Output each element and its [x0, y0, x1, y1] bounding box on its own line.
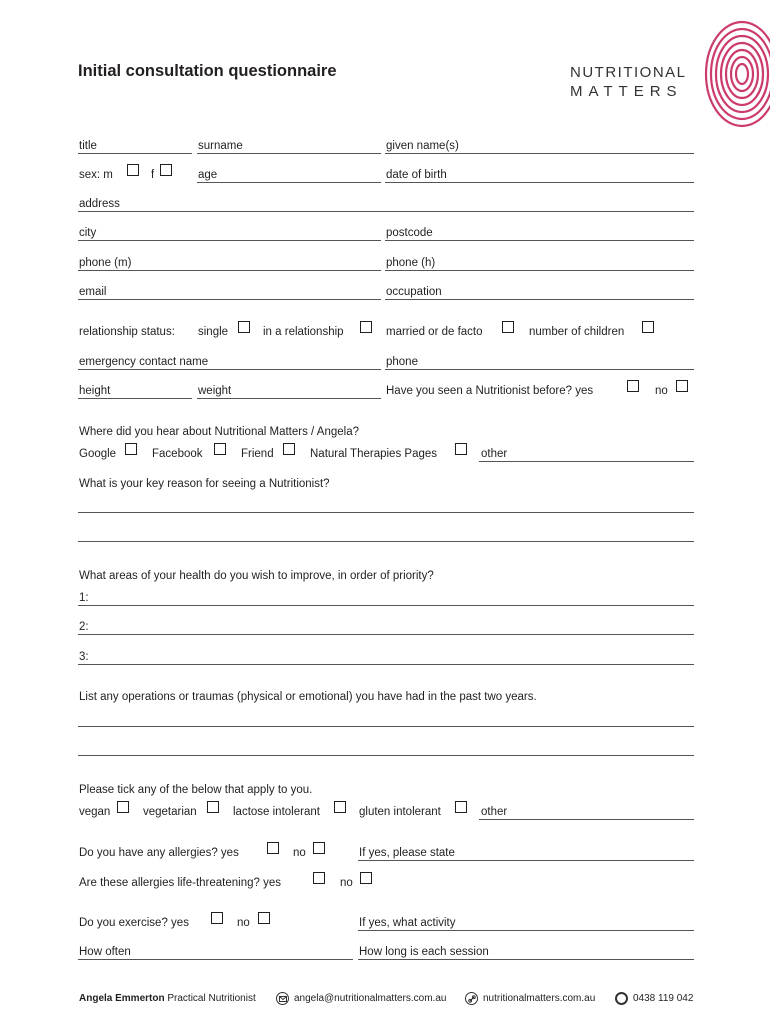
footer-name: Angela Emmerton: [79, 993, 165, 1004]
life-threatening-no-checkbox[interactable]: [360, 872, 372, 884]
email-icon: [276, 992, 289, 1005]
allergies-state-label: If yes, please state: [359, 847, 455, 859]
life-threatening-question: Are these allergies life-threatening? yes: [79, 877, 282, 889]
sex-f-checkbox[interactable]: [160, 164, 172, 176]
phone-h-field[interactable]: [385, 270, 694, 271]
lactose-label: lactose intolerant: [233, 806, 320, 818]
key-reason-field-line2[interactable]: [78, 541, 694, 542]
phone-m-field[interactable]: [78, 270, 381, 271]
priority-1-field[interactable]: [78, 605, 694, 606]
diet-other-label: other: [481, 806, 508, 818]
age-label: age: [198, 169, 218, 181]
footer-website[interactable]: nutritionalmatters.com.au: [483, 993, 596, 1004]
relationship-label: relationship status:: [79, 326, 175, 338]
occupation-field[interactable]: [385, 299, 694, 300]
emergency-contact-label: emergency contact name: [79, 356, 209, 368]
single-label: single: [198, 326, 229, 338]
life-threatening-no-label: no: [340, 877, 353, 889]
phone-m-label: phone (m): [79, 257, 132, 269]
given-names-field[interactable]: [385, 153, 694, 154]
brand-name-line1: NUTRITIONAL: [570, 64, 687, 81]
natural-therapies-checkbox[interactable]: [455, 443, 467, 455]
allergies-no-checkbox[interactable]: [313, 842, 325, 854]
google-checkbox[interactable]: [125, 443, 137, 455]
age-field[interactable]: [197, 182, 381, 183]
vegetarian-label: vegetarian: [143, 806, 197, 818]
vegan-label: vegan: [79, 806, 111, 818]
footer-practitioner: [79, 993, 256, 1005]
email-field[interactable]: [78, 299, 381, 300]
occupation-label: occupation: [386, 286, 442, 298]
lactose-checkbox[interactable]: [334, 801, 346, 813]
emergency-phone-label: phone: [386, 356, 418, 368]
natural-therapies-label: Natural Therapies Pages: [310, 448, 437, 460]
gluten-checkbox[interactable]: [455, 801, 467, 813]
given-names-label: given name(s): [386, 140, 459, 152]
city-label: city: [79, 227, 97, 239]
exercise-yes-checkbox[interactable]: [211, 912, 223, 924]
priority-1-label: 1:: [79, 592, 89, 604]
operations-question: List any operations or traumas (physical or emotional) you have had in the past two years.: [79, 691, 537, 703]
single-checkbox[interactable]: [238, 321, 250, 333]
phone-h-label: phone (h): [386, 257, 436, 269]
allergies-yes-checkbox[interactable]: [267, 842, 279, 854]
seen-before-yes-checkbox[interactable]: [627, 380, 639, 392]
in-relationship-checkbox[interactable]: [360, 321, 372, 333]
diet-question: Please tick any of the below that apply to you.: [79, 784, 313, 796]
seen-before-no-checkbox[interactable]: [676, 380, 688, 392]
address-field[interactable]: [78, 211, 694, 212]
children-label: number of children: [529, 326, 625, 338]
address-label: address: [79, 198, 120, 210]
allergies-state-field[interactable]: [358, 860, 694, 861]
key-reason-question: What is your key reason for seeing a Nutritionist?: [79, 478, 330, 490]
allergies-no-label: no: [293, 847, 306, 859]
page-title: Initial consultation questionnaire: [78, 62, 337, 80]
facebook-label: Facebook: [152, 448, 203, 460]
height-label: height: [79, 385, 111, 397]
facebook-checkbox[interactable]: [214, 443, 226, 455]
allergies-question: Do you have any allergies? yes: [79, 847, 239, 859]
health-areas-question: What areas of your health do you wish to improve, in order of priority?: [79, 570, 434, 582]
married-label: married or de facto: [386, 326, 483, 338]
priority-2-field[interactable]: [78, 634, 694, 635]
dob-field[interactable]: [385, 182, 694, 183]
footer-role: Practical Nutritionist: [164, 993, 256, 1004]
sex-m-checkbox[interactable]: [127, 164, 139, 176]
vegetarian-checkbox[interactable]: [207, 801, 219, 813]
friend-checkbox[interactable]: [283, 443, 295, 455]
surname-field[interactable]: [197, 153, 381, 154]
key-reason-field-line1[interactable]: [78, 512, 694, 513]
hear-about-question: Where did you hear about Nutritional Matters / Angela?: [79, 426, 359, 438]
exercise-question: Do you exercise? yes: [79, 917, 189, 929]
seen-before-label: Have you seen a Nutritionist before? yes: [386, 385, 594, 397]
city-field[interactable]: [78, 240, 381, 241]
postcode-label: postcode: [386, 227, 433, 239]
diet-other-field[interactable]: [479, 819, 694, 820]
emergency-contact-field[interactable]: [78, 369, 381, 370]
friend-label: Friend: [241, 448, 274, 460]
exercise-often-field[interactable]: [78, 959, 353, 960]
session-length-label: How long is each session: [359, 946, 489, 958]
gluten-label: gluten intolerant: [359, 806, 441, 818]
priority-3-field[interactable]: [78, 664, 694, 665]
emergency-phone-field[interactable]: [385, 369, 694, 370]
brand-name-line2: MATTERS: [570, 83, 683, 100]
priority-3-label: 3:: [79, 651, 89, 663]
exercise-often-label: How often: [79, 946, 131, 958]
weight-label: weight: [198, 385, 232, 397]
session-length-field[interactable]: [358, 959, 694, 960]
priority-2-label: 2:: [79, 621, 89, 633]
title-label: title: [79, 140, 97, 152]
fingerprint-icon: [702, 14, 770, 130]
in-relationship-label: in a relationship: [263, 326, 344, 338]
footer-email[interactable]: angela@nutritionalmatters.com.au: [294, 993, 447, 1004]
weight-field[interactable]: [197, 398, 381, 399]
postcode-field[interactable]: [385, 240, 694, 241]
children-box[interactable]: [642, 321, 654, 333]
operations-field-line1[interactable]: [78, 726, 694, 727]
exercise-no-checkbox[interactable]: [258, 912, 270, 924]
dob-label: date of birth: [386, 169, 447, 181]
phone-icon: [615, 992, 628, 1005]
exercise-activity-label: If yes, what activity: [359, 917, 456, 929]
sex-f-label: f: [151, 169, 155, 181]
exercise-activity-field[interactable]: [358, 930, 694, 931]
operations-field-line2[interactable]: [78, 755, 694, 756]
hear-other-field[interactable]: [479, 461, 694, 462]
title-field[interactable]: [78, 153, 192, 154]
exercise-no-label: no: [237, 917, 250, 929]
surname-label: surname: [198, 140, 243, 152]
footer-phone[interactable]: 0438 119 042: [633, 993, 694, 1004]
seen-before-no-label: no: [655, 385, 668, 397]
life-threatening-yes-checkbox[interactable]: [313, 872, 325, 884]
link-icon: [465, 992, 478, 1005]
hear-other-label: other: [481, 448, 508, 460]
sex-label: sex: m: [79, 169, 113, 181]
google-label: Google: [79, 448, 117, 460]
height-field[interactable]: [78, 398, 192, 399]
married-checkbox[interactable]: [502, 321, 514, 333]
vegan-checkbox[interactable]: [117, 801, 129, 813]
email-label: email: [79, 286, 107, 298]
